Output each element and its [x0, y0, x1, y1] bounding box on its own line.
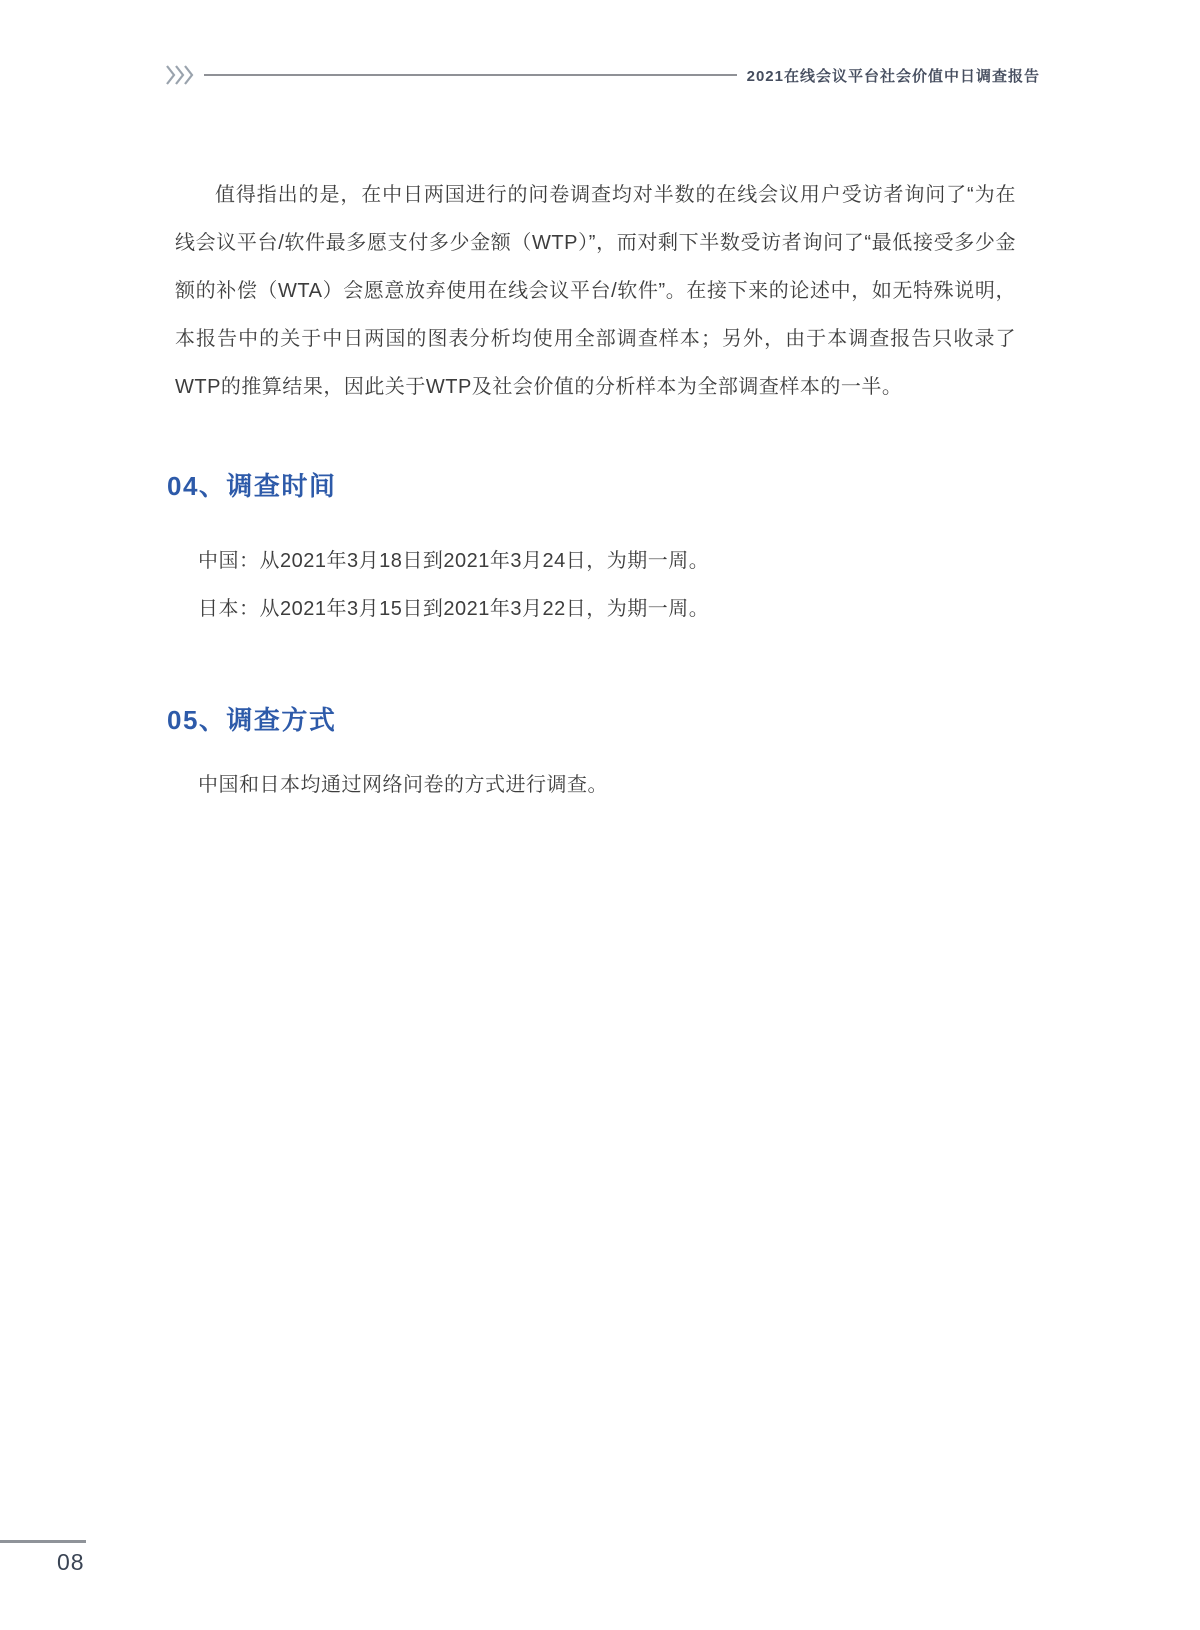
intro-paragraph: 值得指出的是，在中日两国进行的问卷调查均对半数的在线会议用户受访者询问了“为在线会议平台/软件最多愿支付多少金额（WTP）”，而对剩下半数受访者询问了“最低接受多少金额的补偿（WTA）会愿意放弃使用在线会议平台/软件”。在接下来的论述中，如无特殊说明，本报告中的关于中日两国的图表分析均使用全部调查样本；另外，由于本调查报告只收录了WTP的推算结果，因此关于WTP及社会价值的分析样本为全部调查样本的一半。: [175, 184, 1016, 398]
chevrons-right-icon: [165, 64, 195, 86]
survey-time-japan: 日本：从2021年3月15日到2021年3月22日，为期一周。: [198, 597, 710, 620]
page-header: [165, 60, 1040, 90]
section-heading-survey-time: 04、调查时间: [167, 471, 337, 501]
survey-time-lines: [198, 538, 709, 633]
header-rule: [204, 74, 737, 76]
footer-rule: [0, 1540, 86, 1543]
survey-method-lines: [198, 762, 608, 810]
section-heading-survey-method: 05、调查方式: [167, 705, 337, 735]
report-title: 2021在线会议平台社会价值中日调查报告: [746, 67, 1040, 85]
page-number: 08: [57, 1549, 85, 1575]
survey-time-china: 中国：从2021年3月18日到2021年3月24日，为期一周。: [198, 550, 710, 572]
survey-method-text: 中国和日本均通过网络问卷的方式进行调查。: [198, 774, 608, 796]
